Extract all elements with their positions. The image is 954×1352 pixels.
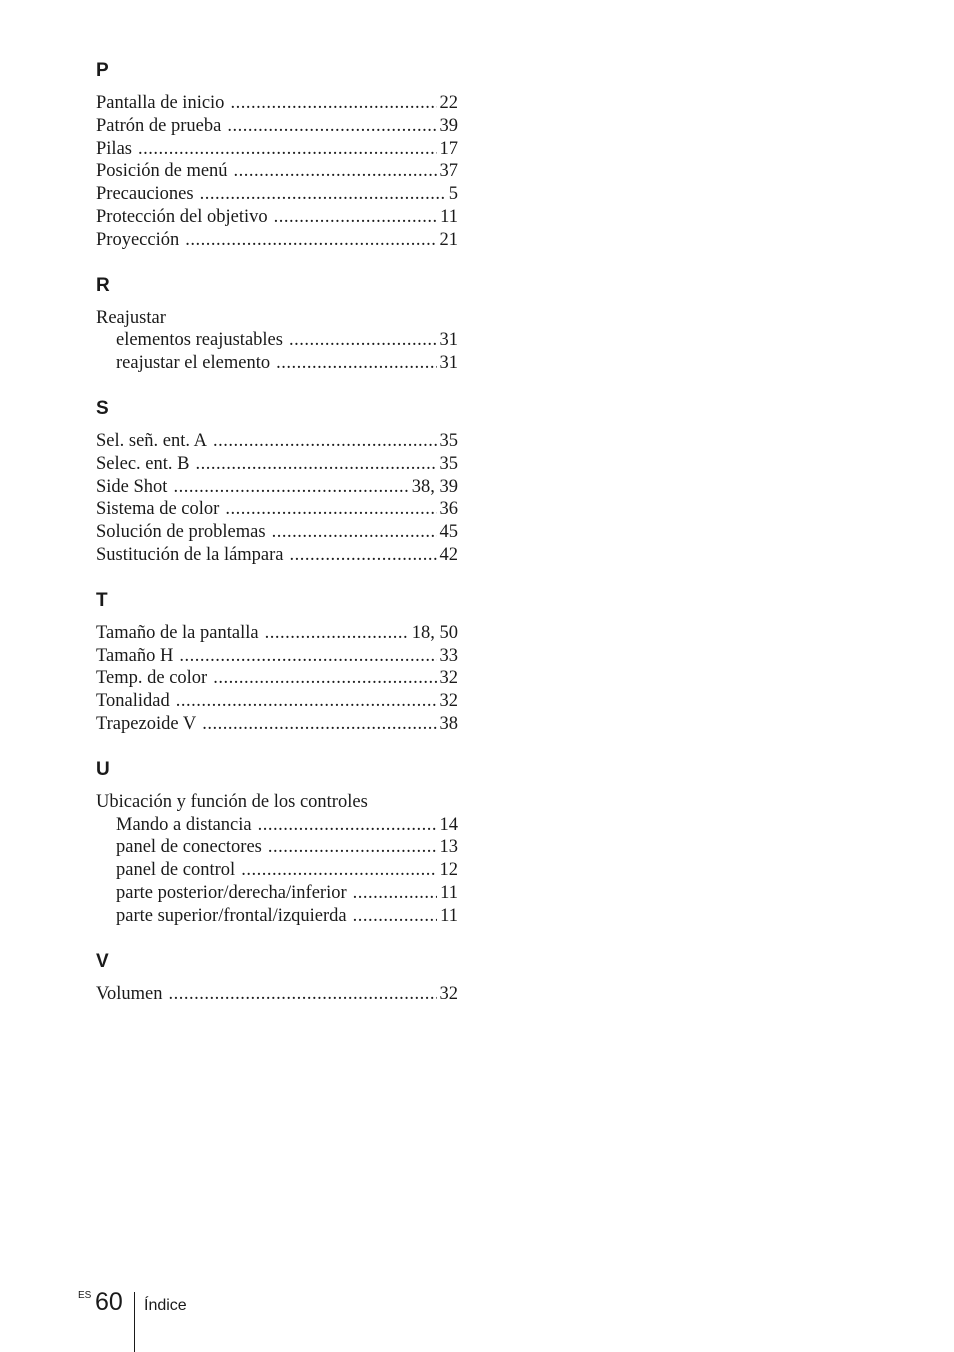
- entry-page-reference: 32: [439, 983, 458, 1004]
- dot-leader: [185, 229, 436, 252]
- index-entry: [96, 498, 458, 521]
- entry-page-reference: 38, 39: [411, 476, 458, 497]
- entry-term: Pilas: [96, 138, 132, 159]
- entry-term: Proyección: [96, 229, 180, 250]
- entry-term: Tamaño de la pantalla: [96, 622, 259, 643]
- dot-leader: [272, 521, 437, 544]
- entry-term: Protección del objetivo: [96, 206, 268, 227]
- index-list: [96, 58, 458, 1026]
- dot-leader: [138, 138, 437, 161]
- entry-term: Sel. señ. ent. A: [96, 430, 207, 451]
- index-entry: [96, 229, 458, 252]
- entry-term: panel de control: [116, 860, 236, 881]
- index-entry: [96, 115, 458, 138]
- entry-page-reference: 18, 50: [411, 622, 458, 643]
- footer-language-code: ES: [78, 1290, 92, 1301]
- index-entry: [96, 430, 458, 453]
- dot-leader: [200, 183, 446, 206]
- index-section: [96, 949, 458, 1006]
- entry-term: Side Shot: [96, 476, 168, 497]
- dot-leader: [227, 115, 436, 138]
- entry-page-reference: 35: [439, 430, 458, 451]
- index-entry: [96, 544, 458, 567]
- index-subentry: [96, 905, 458, 928]
- entry-page-reference: 13: [439, 837, 458, 858]
- entry-page-reference: 35: [439, 453, 458, 474]
- entry-term: Tamaño H: [96, 645, 174, 666]
- dot-leader: [196, 453, 437, 476]
- entry-page-reference: 33: [439, 645, 458, 666]
- index-heading: Ubicación y función de los controles: [96, 791, 368, 812]
- entry-term: Pantalla de inicio: [96, 93, 225, 113]
- entry-term: Temp. de color: [96, 668, 208, 689]
- index-entry: [96, 476, 458, 499]
- entry-page-reference: 11: [440, 905, 458, 926]
- dot-leader: [230, 92, 436, 115]
- index-section: [96, 757, 458, 928]
- index-entry: [96, 206, 458, 229]
- entry-page-reference: 45: [439, 522, 458, 543]
- entry-page-reference: 11: [440, 882, 458, 903]
- section-letter: S: [96, 397, 109, 419]
- index-entry: [96, 645, 458, 668]
- index-subentry: [96, 352, 458, 375]
- index-subentry: [96, 882, 458, 905]
- index-entry: [96, 983, 458, 1006]
- entry-term: Trapezoide V: [96, 713, 197, 734]
- dot-leader: [276, 352, 436, 375]
- entry-term: Sustitución de la lámpara: [96, 544, 284, 565]
- dot-leader: [258, 814, 437, 837]
- index-entry: [96, 713, 458, 736]
- entry-term: Solución de problemas: [96, 522, 266, 543]
- entry-page-reference: 12: [439, 860, 458, 881]
- dot-leader: [353, 882, 438, 905]
- footer-section-title: Índice: [144, 1297, 187, 1314]
- entry-term: Sistema de color: [96, 499, 220, 520]
- footer-divider: [134, 1292, 135, 1352]
- section-letter: R: [96, 274, 110, 296]
- entry-page-reference: 39: [439, 115, 458, 136]
- entry-term: parte superior/frontal/izquierda: [116, 905, 347, 926]
- entry-page-reference: 31: [439, 330, 458, 351]
- dot-leader: [202, 713, 436, 736]
- dot-leader: [268, 836, 437, 859]
- entry-page-reference: 32: [439, 668, 458, 689]
- dot-leader: [241, 859, 436, 882]
- entry-term: reajustar el elemento: [116, 353, 271, 374]
- dot-leader: [289, 329, 437, 352]
- dot-leader: [179, 645, 436, 668]
- dot-leader: [168, 983, 436, 1006]
- dot-leader: [213, 667, 436, 690]
- index-heading: Reajustar: [96, 307, 166, 328]
- entry-page-reference: 36: [439, 499, 458, 520]
- entry-term: elementos reajustables: [116, 330, 283, 351]
- dot-leader: [173, 476, 408, 499]
- entry-page-reference: 22: [439, 93, 458, 113]
- entry-term: Volumen: [96, 983, 163, 1004]
- index-entry: [96, 453, 458, 476]
- dot-leader: [290, 544, 437, 567]
- section-letter: T: [96, 589, 108, 611]
- index-section: [96, 58, 458, 252]
- dot-leader: [265, 622, 409, 645]
- index-entry: [96, 183, 458, 206]
- entry-page-reference: 17: [439, 138, 458, 159]
- index-entry: [96, 138, 458, 161]
- index-subentry: [96, 836, 458, 859]
- index-entry: [96, 667, 458, 690]
- index-section: [96, 396, 458, 567]
- entry-term: Precauciones: [96, 184, 194, 205]
- index-subentry: [96, 859, 458, 882]
- index-subentry: [96, 329, 458, 352]
- entry-page-reference: 31: [439, 353, 458, 374]
- footer-page-number: 60: [95, 1288, 123, 1316]
- dot-leader: [225, 498, 436, 521]
- index-entry: [96, 690, 458, 713]
- entry-term: Tonalidad: [96, 691, 170, 712]
- entry-term: Selec. ent. B: [96, 453, 190, 474]
- dot-leader: [176, 690, 437, 713]
- dot-leader: [213, 430, 437, 453]
- dot-leader: [353, 905, 438, 928]
- entry-page-reference: 32: [439, 691, 458, 712]
- entry-term: Mando a distancia: [116, 814, 252, 835]
- index-entry: [96, 160, 458, 183]
- section-letter: V: [96, 950, 109, 972]
- entry-page-reference: 5: [448, 184, 458, 205]
- entry-page-reference: 21: [439, 229, 458, 250]
- dot-leader: [234, 160, 437, 183]
- index-entry: [96, 92, 458, 115]
- entry-term: Patrón de prueba: [96, 115, 222, 136]
- entry-term: Posición de menú: [96, 161, 228, 182]
- entry-page-reference: 38: [439, 713, 458, 734]
- dot-leader: [274, 206, 438, 229]
- entry-page-reference: 11: [440, 206, 458, 227]
- entry-term: parte posterior/derecha/inferior: [116, 882, 347, 903]
- index-section: [96, 273, 458, 375]
- entry-page-reference: 42: [439, 544, 458, 565]
- section-letter: U: [96, 758, 110, 780]
- entry-term: panel de conectores: [116, 837, 262, 858]
- index-entry: [96, 622, 458, 645]
- index-subentry: [96, 814, 458, 837]
- index-entry: [96, 521, 458, 544]
- index-section: [96, 588, 458, 736]
- entry-page-reference: 37: [439, 161, 458, 182]
- entry-page-reference: 14: [439, 814, 458, 835]
- section-letter: P: [96, 60, 109, 81]
